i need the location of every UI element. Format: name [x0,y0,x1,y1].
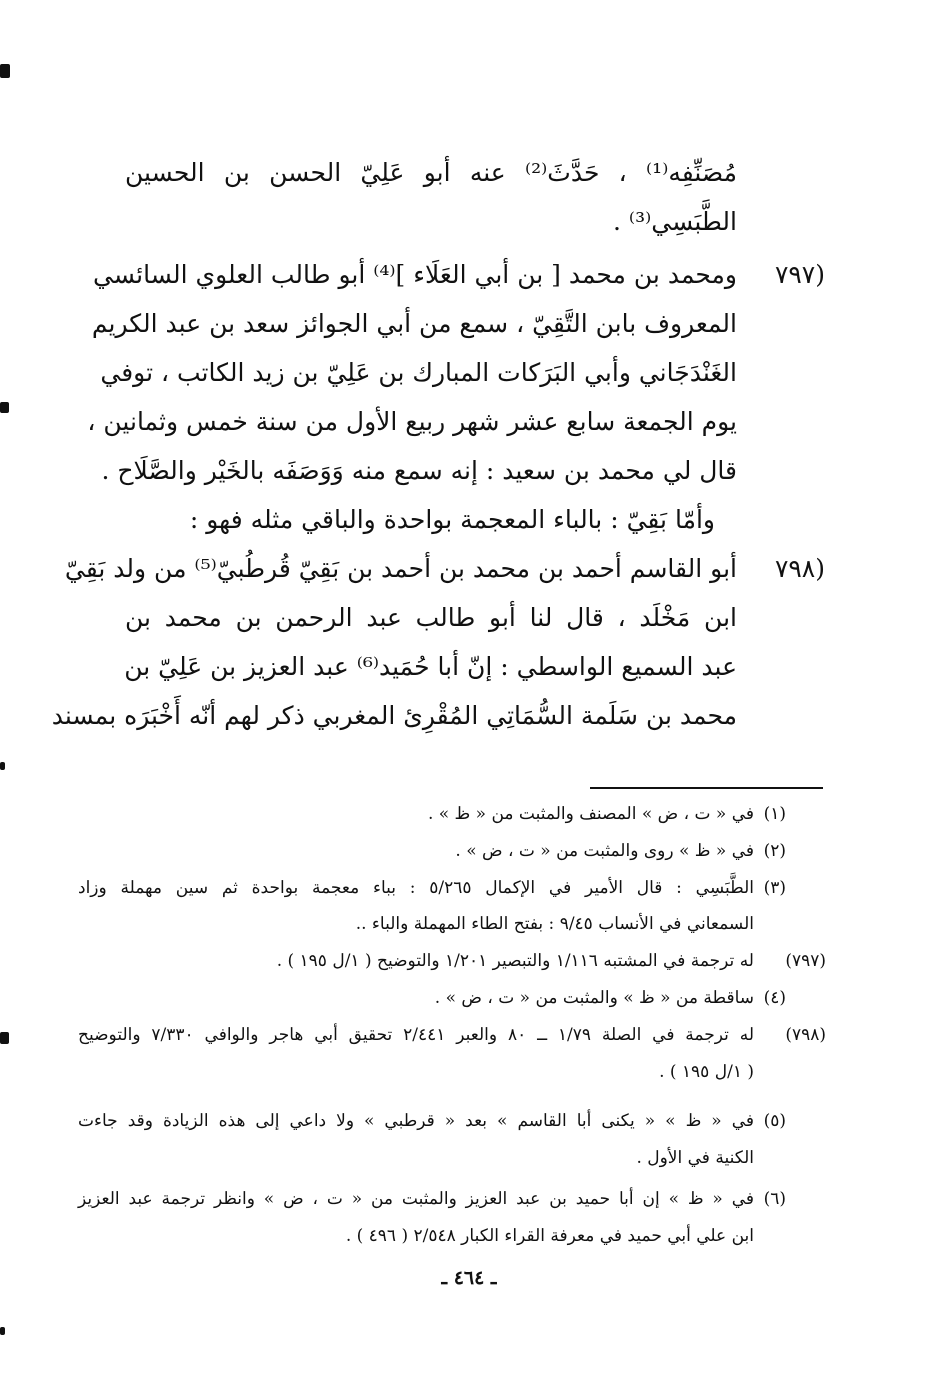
footnote-line: السمعاني في الأنساب ٩/٤٥ : بفتح الطاء المهملة والباء .. [355,914,754,934]
entry-number: (٧٩٨ [774,554,825,583]
footnote-number: (٧٩٨) [785,1025,826,1045]
text-line: مُصَنِّفِه⁽¹⁾ ، حَدَّثَ⁽²⁾ عنه أبو عَلِيّ الحسن بن الحسين [125,158,737,187]
text-line: قال لي محمد بن سعيد : إنه سمع منه وَوَصَفَه بالخَيْر والصَّلَاح . [101,456,737,485]
footnote-line: ساقطة من « ظ » والمثبت من « ت ، ض » . [434,988,754,1008]
footnote-line: الكنية في الأول . [636,1148,754,1168]
text-line: عبد السميع الواسطي : إنّ أبا حُمَيد⁽⁶⁾ عبد العزيز بن عَلِيّ بن [124,652,737,681]
text-line: وأمّا بَقِيّ : بالباء المعجمة بواحدة والباقي مثله فهو : [189,505,715,534]
footnote-number: (٣) [763,878,786,898]
text-line: محمد بن سَلَمة السُّمَاتِي المُقْرِئ المغربي ذكر لهم أنّه أَخْبَرَه بمسند [51,701,737,730]
text-line: أبو القاسم أحمد بن محمد بن أحمد بن بَقِيّ قُرطُبيّ⁽⁵⁾ من ولد بَقِيّ [64,554,737,583]
footnote-number: (٦) [763,1189,786,1209]
footnote-line: ( ١/ل ١٩٥ ) . [659,1062,754,1082]
footnote-separator [590,787,823,789]
footnote-line: له ترجمة في المشتبه ١/١١٦ والتبصير ١/٢٠١ والتوضيح ( ١/ل ١٩٥ ) . [276,951,754,971]
page-number: ـ ٤٦٤ ـ [441,1267,497,1289]
entry-number: (٧٩٧ [774,260,825,289]
footnote-line: في « ظ » روى والمثبت من « ت ، ض » . [455,841,754,861]
text-line: ومحمد بن محمد [ بن أبي العَلَاء ]⁽⁴⁾ أبو طالب العلوي السائسي [93,260,737,289]
footnote-line: ابن علي أبي حميد في معرفة القراء الكبار ٢/٥٤٨ ( ٤٩٦ ) . [345,1226,754,1246]
footnote-line: في « ظ » « يكنى أبا القاسم » بعد « قرطبي » ولا داعي إلى هذه الزيادة وقد جاءت [78,1111,754,1131]
scan-mark [0,762,5,770]
scan-mark [0,64,10,78]
text-line: الغَنْدَجَاني وأبي البَرَكات المبارك بن عَلِيّ بن زيد الكاتب ، توفي [100,358,737,387]
scan-mark [0,1327,5,1335]
footnote-line: له ترجمة في الصلة ١/٧٩ ــ ٨٠ والعبر ٢/٤٤١ تحقيق أبي هاجر والوافي ٧/٣٣٠ والتوضيح [78,1025,755,1045]
footnote-number: (٤) [763,988,786,1008]
scan-mark [0,402,9,413]
text-line: يوم الجمعة سابع عشر شهر ربيع الأول من سنة خمس وثمانين ، [87,407,737,436]
scan-mark [0,1032,9,1044]
footnote-line: في « ت ، ض » المصنف والمثبت من « ظ » . [427,804,754,824]
text-line: المعروف بابن التَّقِيّ ، سمع من أبي الجوائز سعد بن عبد الكريم [91,309,737,338]
footnote-line: في « ظ » إن أبا حميد بن عبد العزيز والمثبت من « ت ، ض » وانظر ترجمة عبد العزيز [78,1189,754,1209]
footnote-number: (١) [763,804,786,824]
footnote-line: الطَّبَسِي : قال الأمير في الإكمال ٥/٢٦٥ : بباء معجمة بواحدة ثم سين مهملة وزاد [78,878,754,898]
footnote-number: (٧٩٧) [785,951,826,971]
text-line: ابن مَخْلَد ، قال لنا أبو طالب عبد الرحمن بن محمد بن [125,603,737,632]
footnote-number: (٥) [763,1111,786,1131]
text-line: الطَّبَسِي⁽³⁾ . [613,207,737,236]
footnote-number: (٢) [763,841,786,861]
